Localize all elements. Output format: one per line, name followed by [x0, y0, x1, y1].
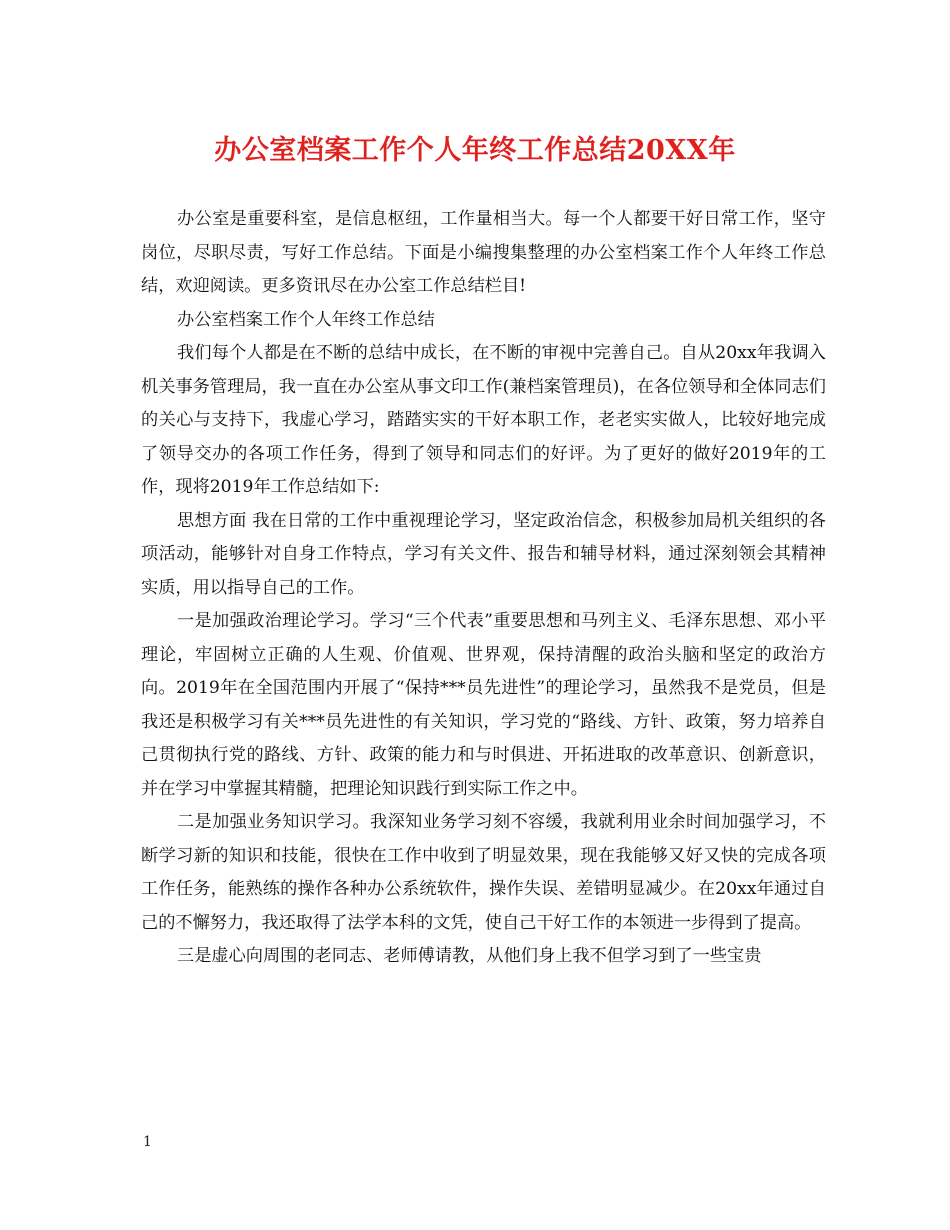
paragraph-intro: 办公室是重要科室，是信息枢纽，工作量相当大。每一个人都要干好日常工作，坚守岗位，尽职尽责，写好工作总结。下面是小编搜集整理的办公室档案工作个人年终工作总结，欢迎阅读。更多资讯尽在办公室工作总结栏目!	[141, 209, 826, 296]
document-title: 办公室档案工作个人年终工作总结20XX年	[214, 135, 736, 166]
page-number: 1	[143, 1134, 152, 1150]
paragraph-subtitle: 办公室档案工作个人年终工作总结	[177, 309, 435, 330]
paragraph-overview: 我们每个人都是在不断的总结中成长，在不断的审视中完善自己。自从20xx年我调入机关事务管理局，我一直在办公室从事文印工作(兼档案管理员)，在各位领导和全体同志们的关心与支持下，我虚心学习，踏踏实实的干好本职工作，老老实实做人，比较好地完成了领导交办的各项工作任务，得到了领导和同志们的好评。为了更好的做好2019年的工作，现将2019年工作总结如下:	[141, 343, 826, 497]
paragraph-learn-from-colleagues: 三是虚心向周围的老同志、老师傅请教，从他们身上我不但学习到了一些宝贵	[177, 946, 762, 966]
paragraph-political-study: 一是加强政治理论学习。学习“三个代表”重要思想和马列主义、毛泽东思想、邓小平理论，牢固树立正确的人生观、价值观、世界观，保持清醒的政治头脑和坚定的政治方向。2019年在全国范围内开展了“保持***员先进性”的理论学习，虽然我不是党员，但是我还是积极学习有关***员先进性的有关知识，学习党的“路线、方针、政策，努力培养自己贯彻执行党的路线、方针、政策的能力和与时俱进、开拓进取的改革意识、创新意识，并在学习中掌握其精髓，把理论知识践行到实际工作之中。	[141, 611, 826, 799]
document-body	[141, 203, 826, 974]
paragraph-business-study: 二是加强业务知识学习。我深知业务学习刻不容缓，我就利用业余时间加强学习，不断学习新的知识和技能，很快在工作中收到了明显效果，现在我能够又好又快的完成各项工作任务，能熟练的操作各种办公系统软件，操作失误、差错明显减少。在20xx年通过自己的不懈努力，我还取得了法学本科的文凭，使自己干好工作的本领进一步得到了提高。	[141, 812, 826, 933]
paragraph-ideology: 思想方面 我在日常的工作中重视理论学习，坚定政治信念，积极参加局机关组织的各项活动，能够针对自身工作特点，学习有关文件、报告和辅导材料，通过深刻领会其精神实质，用以指导自己的工作。	[141, 510, 826, 598]
